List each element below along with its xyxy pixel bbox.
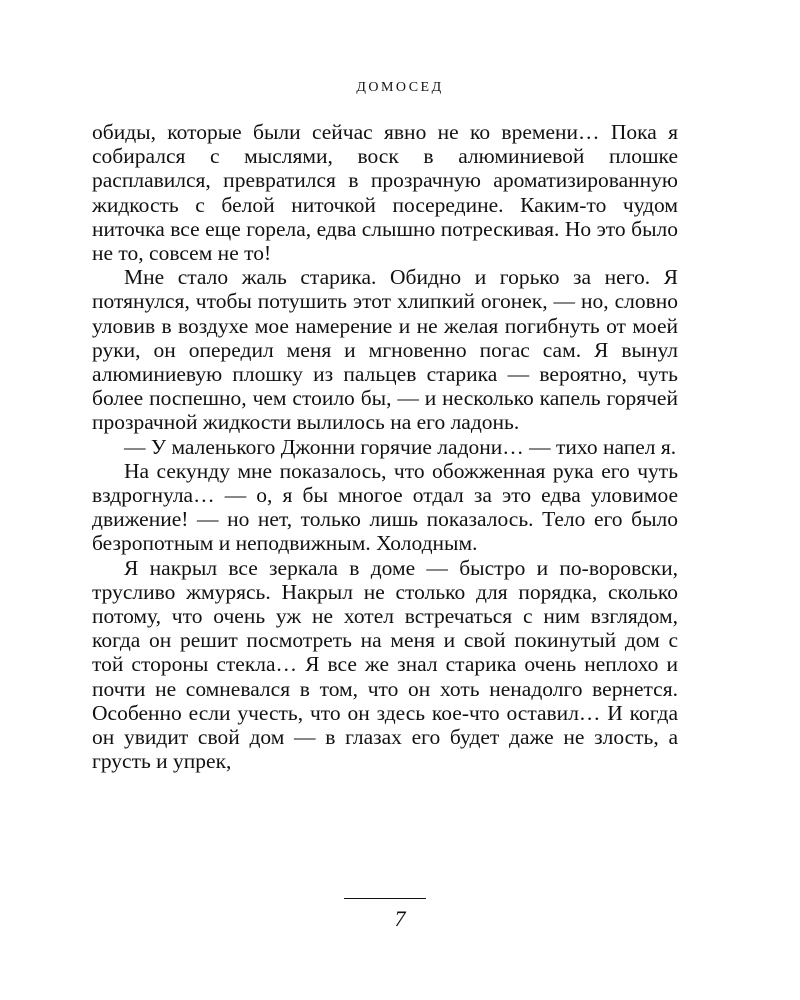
- page-number: 7: [394, 906, 406, 931]
- paragraph: — У маленького Джонни горячие ладони… — тихо напел я.: [124, 434, 677, 459]
- paragraph: На секунду мне показалось, что обожженная рука его чуть вздрогнула… — о, я бы многое отдал за это едва уловимое движение! — но нет, только лишь показалось. Тело его было безропотным и неподвижным. Холодным.: [92, 458, 678, 556]
- running-head: ДОМОСЕД: [356, 80, 444, 95]
- paragraph: Я накрыл все зеркала в доме — быстро и по-воровски, трусливо жмурясь. Накрыл не столько для порядка, сколько потому, что очень уж не хотел встречаться с ним взглядом, когда он решит посмотреть на меня и свой покинутый дом с той стороны стекла… Я все же знал старика очень неплохо и почти не сомневался в том, что он хоть ненадолго вернется. Особенно если учесть, что он здесь кое-что оставил… И когда он увидит свой дом — в глазах его будет даже не злость, а грусть и упрек,: [92, 555, 678, 774]
- paragraph: Мне стало жаль старика. Обидно и горько за него. Я потянулся, чтобы потушить этот хлипкий огонек, — но, словно уловив в воздухе мое намерение и не желая погибнуть от моей руки, он опередил меня и мгновенно погас сам. Я вынул алюминиевую плошку из пальцев старика — вероятно, чуть более поспешно, чем стоило бы, — и несколько капель горячей прозрачной жидкости вылилось на его ладонь.: [92, 265, 678, 435]
- paragraph-continued: обиды, которые были сейчас явно не ко времени… Пока я собирался с мыслями, воск в алюминиевой плошке расплавился, превратился в прозрачную ароматизированную жидкость с белой ниточкой посередине. Каким-то чудом ниточка все еще горела, едва слышно потрескивая. Но это было не то, совсем не то!: [92, 120, 678, 266]
- body-text: [92, 120, 678, 773]
- folio-rule: [344, 898, 426, 899]
